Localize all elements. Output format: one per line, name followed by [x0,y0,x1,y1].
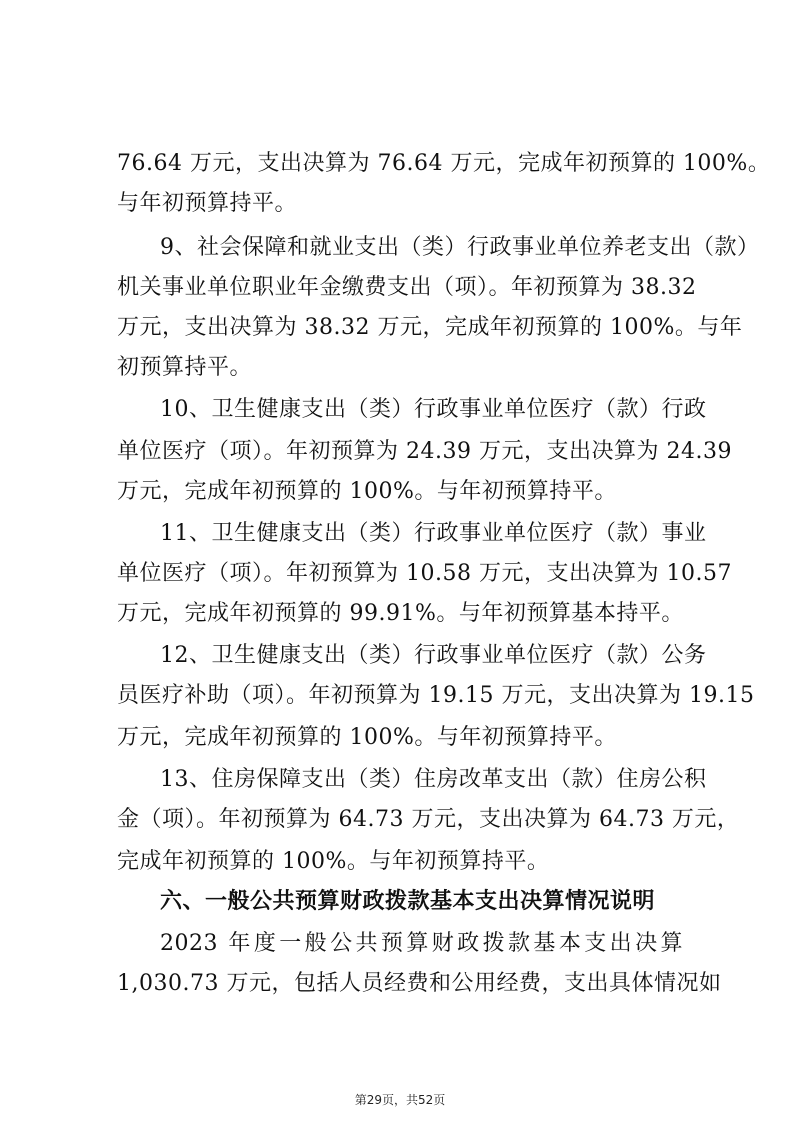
body-text-line: 10、卫生健康支出（类）行政事业单位医疗（款）行政 [160,397,707,422]
body-text-line: 机关事业单位职业年金缴费支出（项）。年初预算为 38.32 [117,275,697,300]
body-text-line: 金（项）。年初预算为 64.73 万元，支出决算为 64.73 万元， [117,807,740,832]
body-text-line: 万元，完成年初预算的 99.91%。与年初预算基本持平。 [117,601,684,626]
body-text-line: 万元，完成年初预算的 100%。与年初预算持平。 [117,479,617,504]
body-text-line: 万元，支出决算为 38.32 万元，完成年初预算的 100%。与年 [117,315,743,340]
body-text-line: 2023 年度一般公共预算财政拨款基本支出决算 [160,931,683,956]
body-text-line: 完成年初预算的 100%。与年初预算持平。 [117,849,550,874]
body-text-line: 1,030.73 万元，包括人员经费和公用经费，支出具体情况如 [117,971,722,996]
body-text-line: 76.64 万元，支出决算为 76.64 万元，完成年初预算的 100%。 [117,151,771,176]
body-text-line: 初预算持平。 [117,355,253,380]
body-text-line: 与年初预算持平。 [117,191,298,216]
body-text-line: 11、卫生健康支出（类）行政事业单位医疗（款）事业 [160,521,707,546]
section-heading: 六、一般公共预算财政拨款基本支出决算情况说明 [160,889,656,914]
body-text-line: 13、住房保障支出（类）住房改革支出（款）住房公积 [160,767,707,792]
page-number-footer: 第29页，共52页 [354,1093,446,1107]
body-text-line: 12、卫生健康支出（类）行政事业单位医疗（款）公务 [160,643,707,668]
body-text-line: 员医疗补助（项）。年初预算为 19.15 万元，支出决算为 19.15 [117,683,755,708]
body-text-line: 万元，完成年初预算的 100%。与年初预算持平。 [117,725,617,750]
body-text-line: 单位医疗（项）。年初预算为 10.58 万元，支出决算为 10.57 [117,561,732,586]
body-text-line: 单位医疗（项）。年初预算为 24.39 万元，支出决算为 24.39 [117,439,732,464]
body-text-line: 9、社会保障和就业支出（类）行政事业单位养老支出（款） [160,235,760,260]
